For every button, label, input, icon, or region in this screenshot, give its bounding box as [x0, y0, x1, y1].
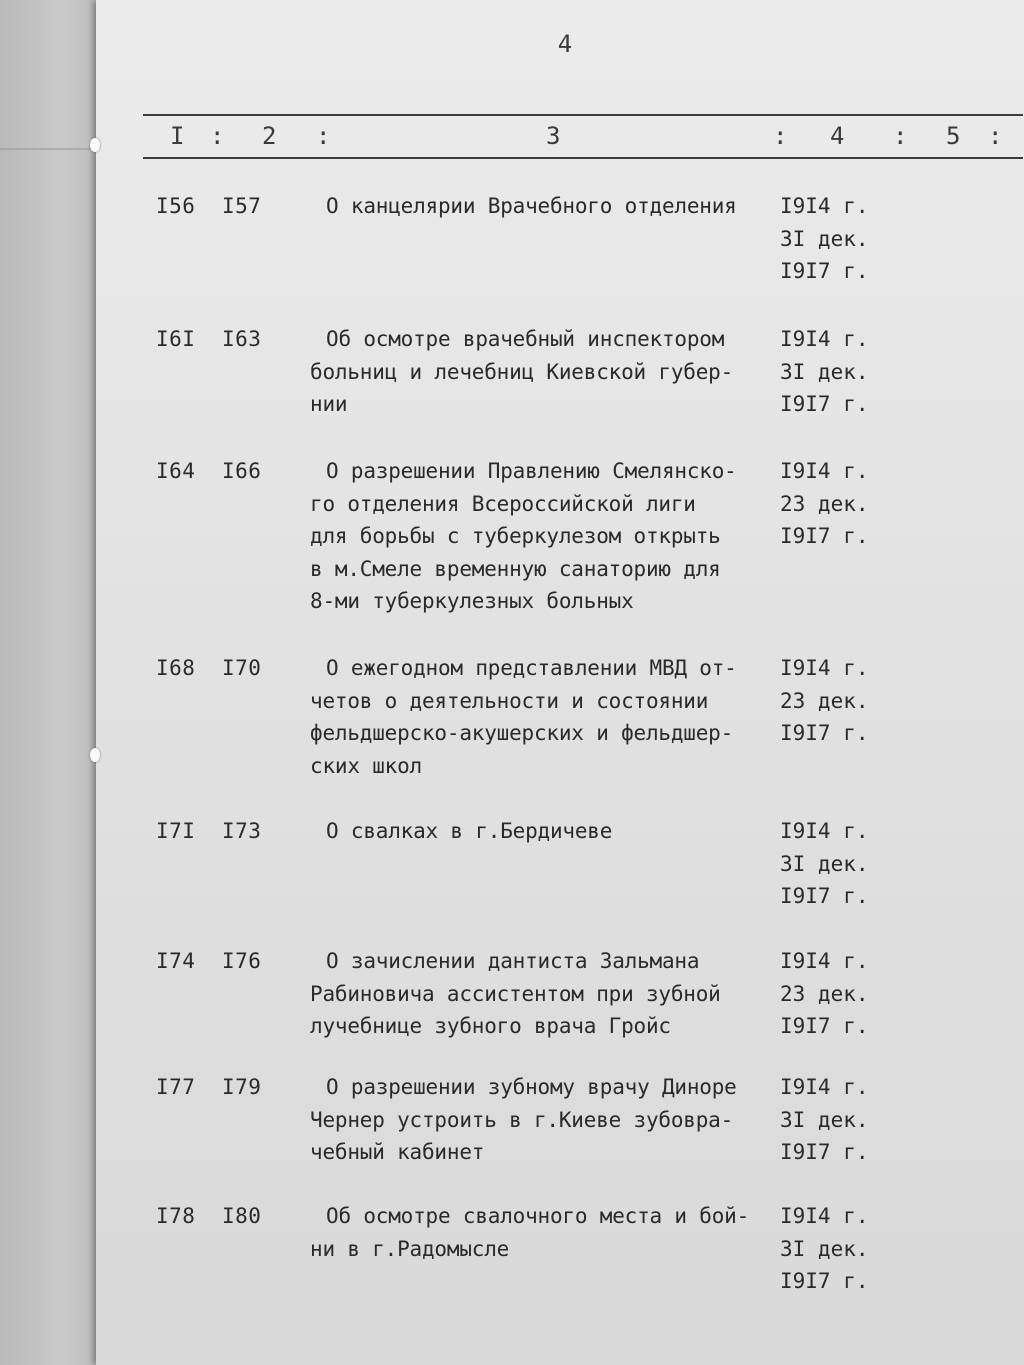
description-line: Об осмотре врачебный инспектором — [326, 327, 725, 351]
page-number: 4 — [557, 30, 573, 58]
description-line: О ежегодном представлении МВД от- — [326, 656, 737, 680]
header-bottom-rule — [143, 157, 1023, 159]
description-line: чебный кабинет — [310, 1140, 485, 1164]
date-line: 3I дек. — [780, 359, 869, 384]
description-line: О канцелярии Врачебного отделения — [326, 194, 737, 218]
row-sheet-range: I63 — [222, 327, 262, 351]
header-separator: : — [773, 122, 788, 150]
description-line: О разрешении Правлению Смелянско- — [326, 459, 737, 483]
row-dates — [780, 815, 869, 913]
row-description — [310, 455, 780, 618]
row-number: I6I — [156, 327, 196, 351]
description-line: нии — [310, 392, 348, 416]
row-sheet-range: I57 — [222, 194, 262, 218]
description-line: О свалках в г.Бердичеве — [326, 819, 613, 843]
date-line: I9I4 г. — [780, 194, 869, 218]
date-line: 3I дек. — [780, 851, 869, 876]
underlying-page — [0, 0, 100, 1365]
underlying-rule — [0, 148, 100, 150]
row-sheet-range: I79 — [222, 1075, 262, 1099]
header-col-3: 3 — [546, 122, 561, 150]
header-separator: : — [316, 122, 331, 150]
row-number: I74 — [156, 949, 196, 973]
description-line: четов о деятельности и состоянии — [310, 688, 709, 713]
description-line: больниц и лечебниц Киевской губер- — [310, 359, 734, 384]
date-line: I9I4 г. — [780, 819, 869, 843]
row-sheet-range: I73 — [222, 819, 262, 843]
header-top-rule — [143, 114, 1023, 116]
row-description — [310, 945, 780, 1043]
date-line: I9I4 г. — [780, 949, 869, 973]
row-description — [310, 323, 780, 421]
description-line: для борьбы с туберкулезом открыть — [310, 524, 721, 548]
date-line: 3I дек. — [780, 226, 869, 251]
date-line: 23 дек. — [780, 981, 869, 1006]
header-col-1: I — [170, 122, 185, 150]
date-line: I9I7 г. — [780, 524, 869, 548]
header-col-2: 2 — [262, 122, 277, 150]
row-number: I64 — [156, 459, 196, 483]
description-line: Чернер устроить в г.Киеве зубовра- — [310, 1107, 734, 1132]
description-line: фельдшерско-акушерских и фельдшер- — [310, 721, 734, 745]
row-description — [310, 1200, 780, 1265]
description-line: ни в г.Радомысле — [310, 1236, 510, 1261]
row-number: I56 — [156, 194, 196, 218]
row-dates — [780, 323, 869, 421]
description-line: Рабиновича ассистентом при зубной — [310, 981, 721, 1006]
header-col-5: 5 — [946, 122, 961, 150]
header-col-4: 4 — [830, 122, 845, 150]
date-line: I9I7 г. — [780, 392, 869, 416]
header-separator: : — [893, 122, 908, 150]
row-description — [310, 652, 780, 782]
row-number: I7I — [156, 819, 196, 843]
date-line: I9I7 г. — [780, 259, 869, 283]
row-sheet-range: I66 — [222, 459, 262, 483]
description-line: в м.Смеле временную санаторию для — [310, 556, 721, 581]
description-line: 8-ми туберкулезных больных — [310, 589, 634, 613]
row-sheet-range: I70 — [222, 656, 262, 680]
description-line: лучебнице зубного врача Гройс — [310, 1014, 671, 1038]
row-dates — [780, 455, 869, 553]
row-dates — [780, 1200, 869, 1298]
punch-hole — [90, 138, 100, 152]
date-line: I9I4 г. — [780, 327, 869, 351]
date-line: 3I дек. — [780, 1236, 869, 1261]
row-number: I77 — [156, 1075, 196, 1099]
row-description — [310, 190, 780, 223]
header-separator: : — [210, 122, 225, 150]
date-line: I9I7 г. — [780, 721, 869, 745]
row-sheet-range: I80 — [222, 1204, 262, 1228]
date-line: I9I7 г. — [780, 1014, 869, 1038]
row-description — [310, 815, 780, 848]
date-line: I9I4 г. — [780, 459, 869, 483]
header-separator: : — [988, 122, 1003, 150]
date-line: 23 дек. — [780, 491, 869, 516]
row-dates — [780, 190, 869, 288]
row-number: I78 — [156, 1204, 196, 1228]
date-line: I9I7 г. — [780, 1140, 869, 1164]
date-line: I9I4 г. — [780, 1204, 869, 1228]
date-line: 23 дек. — [780, 688, 869, 713]
row-dates — [780, 1071, 869, 1169]
description-line: Об осмотре свалочного места и бой- — [326, 1204, 750, 1228]
description-line: О разрешении зубному врачу Диноре — [326, 1075, 737, 1099]
date-line: I9I4 г. — [780, 656, 869, 680]
description-line: ских школ — [310, 753, 422, 778]
punch-hole — [90, 748, 100, 762]
row-sheet-range: I76 — [222, 949, 262, 973]
row-dates — [780, 652, 869, 750]
date-line: I9I7 г. — [780, 1269, 869, 1293]
date-line: 3I дек. — [780, 1107, 869, 1132]
row-dates — [780, 945, 869, 1043]
date-line: I9I7 г. — [780, 884, 869, 908]
row-number: I68 — [156, 656, 196, 680]
description-line: го отделения Всероссийской лиги — [310, 491, 696, 516]
row-description — [310, 1071, 780, 1169]
description-line: О зачислении дантиста Зальмана — [326, 949, 700, 973]
date-line: I9I4 г. — [780, 1075, 869, 1099]
